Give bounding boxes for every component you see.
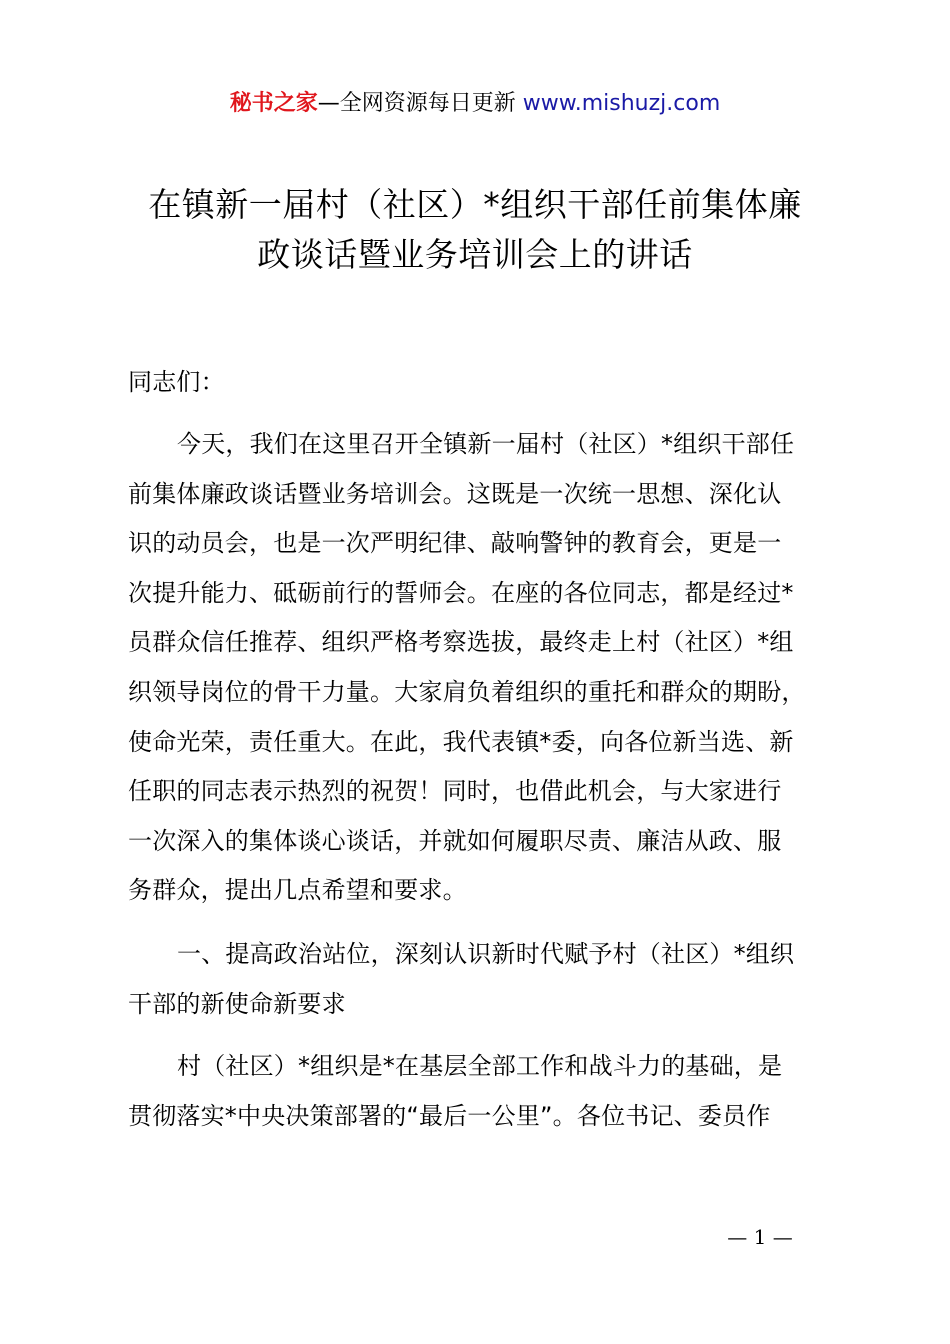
website-link[interactable]: www.mishuzj.com (522, 91, 721, 116)
paragraph-line: 今天，我们在这里召开全镇新一届村（社区）*组织干部任 (177, 430, 795, 458)
paragraph-line: 贯彻落实*中央决策部署的“最后一公里”。各位书记、委员作 (128, 1101, 771, 1130)
section-heading-1 (128, 930, 834, 1029)
paragraph-line: 次提升能力、砥砺前行的誓师会。在座的各位同志，都是经过* (128, 578, 794, 607)
title-line-2: 政谈话暨业务培训会上的讲话 (257, 235, 693, 274)
heading-line: 干部的新使命新要求 (128, 989, 346, 1018)
salutation: 同志们： (128, 368, 225, 396)
paragraph-line: 任职的同志表示热烈的祝贺！同时，也借此机会，与大家进行 (128, 777, 782, 806)
paragraph-line: 使命光荣，责任重大。在此，我代表镇*委，向各位新当选、新 (128, 727, 794, 756)
title-line-1: 在镇新一届村（社区）*组织干部任前集体廉 (148, 185, 802, 224)
paragraph-line: 前集体廉政谈话暨业务培训会。这既是一次统一思想、深化认 (128, 479, 782, 508)
document-title (80, 180, 870, 280)
paragraph-line: 务群众，提出几点希望和要求。 (128, 876, 467, 905)
paragraph-line: 村（社区）*组织是*在基层全部工作和战斗力的基础，是 (177, 1052, 783, 1080)
paragraph-line: 一次深入的集体谈心谈话，并就如何履职尽责、廉洁从政、服 (128, 826, 782, 855)
brand-name: 秘书之家 (229, 91, 318, 116)
header-tagline: —全网资源每日更新 (317, 91, 523, 116)
heading-line: 一、提高政治站位，深刻认识新时代赋予村（社区）*组织 (177, 940, 795, 968)
site-header (0, 88, 950, 120)
page-number: — 1 — (727, 1225, 793, 1249)
paragraph-2 (128, 1042, 834, 1141)
paragraph-1 (128, 420, 834, 916)
paragraph-line: 识的动员会，也是一次严明纪律、敲响警钟的教育会，更是一 (128, 529, 782, 558)
paragraph-line: 织领导岗位的骨干力量。大家肩负着组织的重托和群众的期盼， (128, 677, 806, 706)
paragraph-line: 员群众信任推荐、组织严格考察选拔，最终走上村（社区）*组 (128, 628, 794, 657)
